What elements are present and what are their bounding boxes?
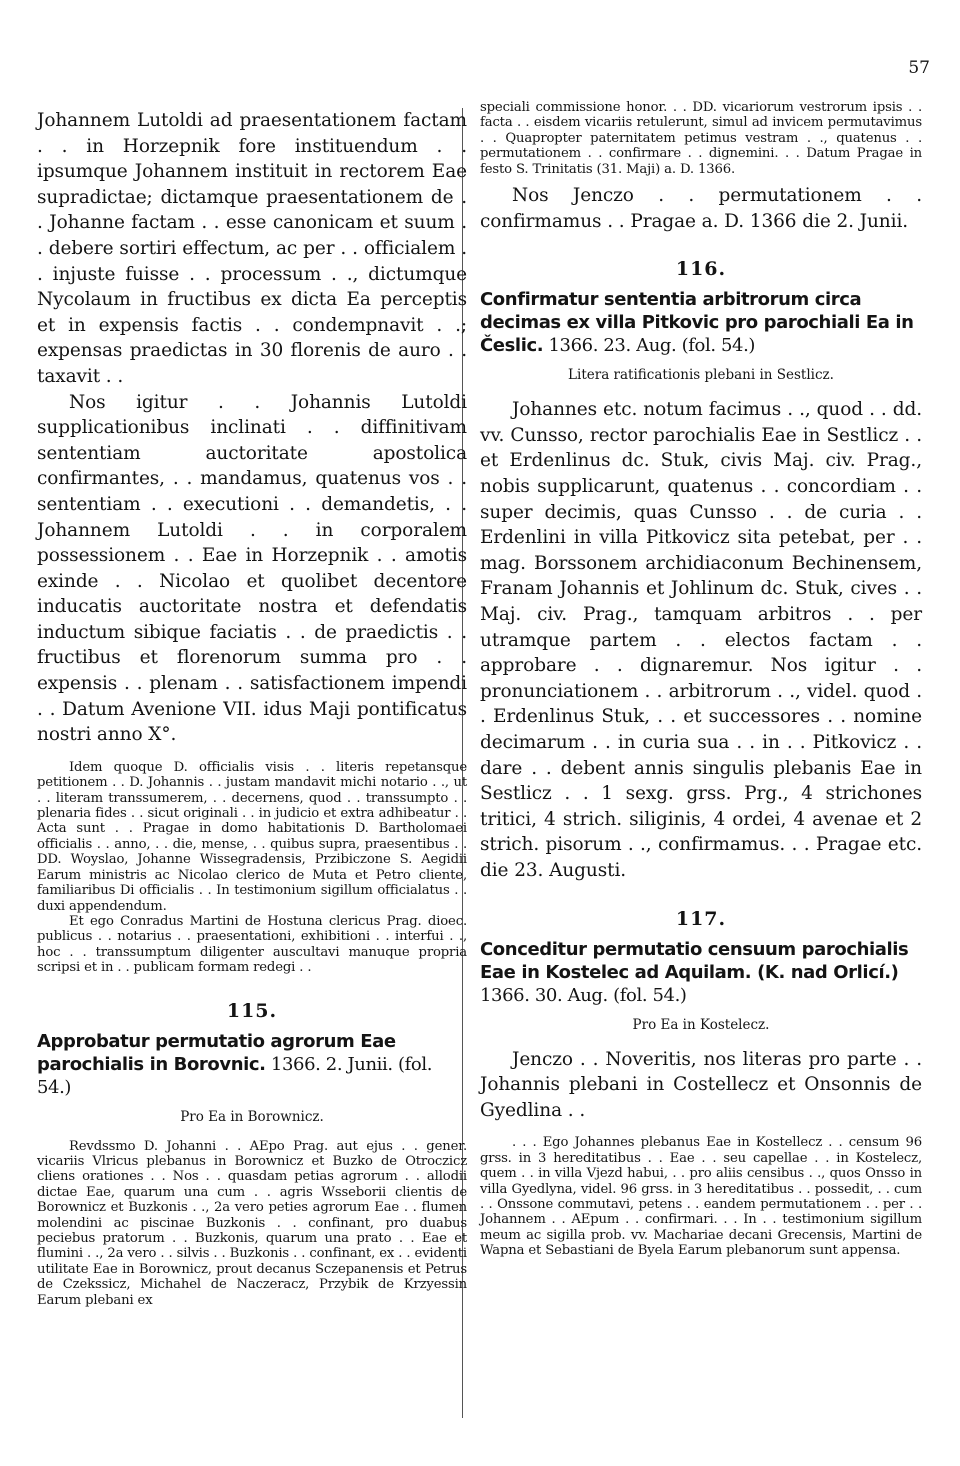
note-idem-quoque: Idem quoque D. officialis visis . . literis repetansque petitionem . . D. Johannis . . justam mandavit michi notario . ., ut . . literam transsumerem, . . decernens, quod . . transsumpto . . plenaria fides . . sicut originali . . in judicio et extra adhibeatur . . Acta sunt . . Pragae in domo habitationis D. Bartholomaei officialis . . anno, . . die, mense, . . quibus supra, praesentibus . . DD. Woyslao, Johanne Wissegradensis, Przibiczone S. Aegidii Earum ministris ac Nicolao clerico de Muta et Petro cliente, familiaribus Di officialis . . In testimonium sigillum officialatus . . duxi appendendum. xyxy=(37,759,467,914)
document-number: 116. xyxy=(675,258,727,281)
heading-title: Approbatur permutatio agrorum Eae parochialis in Borovnic. xyxy=(37,1030,396,1075)
document-text: Jenczo . . Noveritis, nos literas pro parte . . Johannis plebani in Costellecz et Onsonnis de Gyedlina . . xyxy=(480,1048,922,1121)
paragraph-continuation: Johannem Lutoldi ad praesentationem factam . . in Horzepnik fore instituendum . . ipsumque Johannem instituit in rectorem Eae supradictae; dictamque praesentationem de . . Johanne factam . . esse canonicam et suum . . debere sortiri effectum, ac per . . officialem . . injuste fuisse . . processum . ., dictumque Nycolaum in fructibus ex dicta Ea perceptis et in expensis factis . . condempnavit . .; expensas praedictas in 30 florenis de auro . . taxavit . . xyxy=(37,110,467,387)
heading-meta: 1366. 30. Aug. (fol. 54.) xyxy=(480,984,687,1006)
document-117 xyxy=(480,908,922,1259)
document-heading xyxy=(480,288,922,357)
document-text: Revdssmo D. Johanni . . AEpo Prag. aut ejus . . gener. vicariis Vlricus plebanus in Borownicz et Buzko de Otroczicz cliens orationes . . Nos . . quasdam petias agrorum . . allodii dictae Eae, quarum una cum . . agris Wsseborii clientis de Borownicz et Buzkonis . ., 2a vero peties agrorum Eae . . flumen molendini ac piscinae Buzkonis . . confinant, pro duabus peciebus pratorum . . Buzkonis, quarum una prato . . Eae et flumini . ., 2a vero . . silvis . . Buzkonis . . confinant, ex . . evidenti utilitate Eae in Borownicz, prout decanus Sczepanensis et Petrus de Czekssicz, Michahel de Naczeracz, Przybik de Krzyessin Earum plebani ex xyxy=(37,1138,467,1308)
document-116 xyxy=(480,258,922,883)
document-address: Litera ratificationis plebani in Sestlicz. xyxy=(568,367,834,384)
document-note: . . . Ego Johannes plebanus Eae in Kostellecz . . censum 96 grss. in 3 hereditatibus . . Eae . . seu capellae . . in Kostelecz, quem . . in villa Vjezd habui, . . pro aliis censibus . ., quos Onsso in villa Gyedlyna, videl. 96 grss. in 3 hereditatibus . . possedit, . . cum . . Onssone commutavi, petens . . eandem permutationem . . per . . Johannem . . AEpum . . confirmari. . . In . . testimonium sigillum meum ac sigilla prob. vv. Machariae decani Grecensis, Martini de Wapna et Sebastiani de Byela Earum plebanorum sunt appensa. xyxy=(480,1135,922,1259)
document-115 xyxy=(37,1000,467,1308)
heading-title: Conceditur permutatio censuum parochialis Eae in Kostelec ad Aquilam. (K. nad Orlicí.) xyxy=(480,938,909,983)
document-address: Pro Ea in Kostelecz. xyxy=(632,1016,770,1033)
heading-meta: 1366. 2. Junii. (fol. 54.) xyxy=(37,1053,433,1098)
heading-meta: 1366. 23. Aug. (fol. 54.) xyxy=(543,335,756,357)
note-et-ego: Et ego Conradus Martini de Hostuna clericus Prag. dioec. publicus . . notarius . . praesentationi, exhibitioni . . interfui . ., hoc . . transsumptum diligenter auscultavi manuque propria scripsi et in . . publicam formam redegi . . xyxy=(37,913,467,976)
heading-title: Confirmatur sententia arbitrorum circa decimas ex villa Pitkovic pro parochiali Ea in Česlic. xyxy=(480,289,914,357)
document-heading xyxy=(37,1030,467,1099)
document-address: Pro Ea in Borownicz. xyxy=(180,1108,324,1125)
right-column xyxy=(480,100,922,1259)
page-number: 57 xyxy=(908,58,930,78)
document-text: Johannes etc. notum facimus . ., quod . . dd. vv. Cunsso, rector parochialis Eae in Sestlicz . . et Erdenlinus dc. Stuk, civis Maj. civ. Prag., nobis supplicarunt, quatenus . . concordiam . . super decimis, quas Cunsso . . de curia . . Erdenlini in villa Pitkovicz sita petebat, per . . mag. Borssonem archidiaconum Bechinensem, Franam Johannis et Johlinum dc. Stuk, cives . . Maj. civ. Prag., tamquam arbitros . . per utramque partem . . electos factam . . approbare . . dignaremur. Nos igitur . . pronunciationem . . arbitrorum . ., videl. quod . . Erdenlinus Stuk, . . et successores . . nomine decimarum . . in curia sua . . in . . Pitkovicz . . dare . . debent annis singulis plebanis Eae in Sestlicz . . 1 sexg. grss. Prg., 4 strichones tritici, 4 strich. siliginis, 4 ordei, 4 avenae et 2 strich. pisorum . ., confirmamus. . . Pragae etc. die 23. Augusti. xyxy=(480,399,922,881)
document-number: 115. xyxy=(226,999,278,1022)
left-column xyxy=(37,108,467,1308)
note-continuation: speciali commissione honor. . . DD. vicariorum vestrorum ipsis . . facta . . eisdem vicariis retulerunt, simul ad invicem permutavimus . . Quapropter paternitatem petimus vestram . ., quatenus . . permutationem . . confirmare . . dignemini. . . Datum Pragae in festo S. Trinitatis (31. Maji) a. D. 1366. xyxy=(480,100,922,177)
document-number: 117. xyxy=(675,907,727,930)
paragraph-nos-jenczo: Nos Jenczo . . permutationem . . confirmamus . . Pragae a. D. 1366 die 2. Junii. xyxy=(480,185,922,232)
paragraph-nos-igitur: Nos igitur . . Johannis Lutoldi supplicationibus inclinati . . diffinitivam sententiam auctoritate apostolica confirmantes, . . mandamus, quatenus vos . . sententiam . . executioni . . demandetis, . . Johannem Lutoldi . . in corporalem possessionem . . Eae in Horzepnik . . amotis exinde . . Nicolao et quolibet decentore inducatis auctoritate nostra et defendatis inductum sibique faciatis . . de praedictis . . fructibus et florenorum summa pro . . expensis . . plenam . . satisfactionem impendi . . Datum Avenione VII. idus Maji pontificatus nostri anno X°. xyxy=(37,391,467,746)
document-heading xyxy=(480,938,922,1007)
